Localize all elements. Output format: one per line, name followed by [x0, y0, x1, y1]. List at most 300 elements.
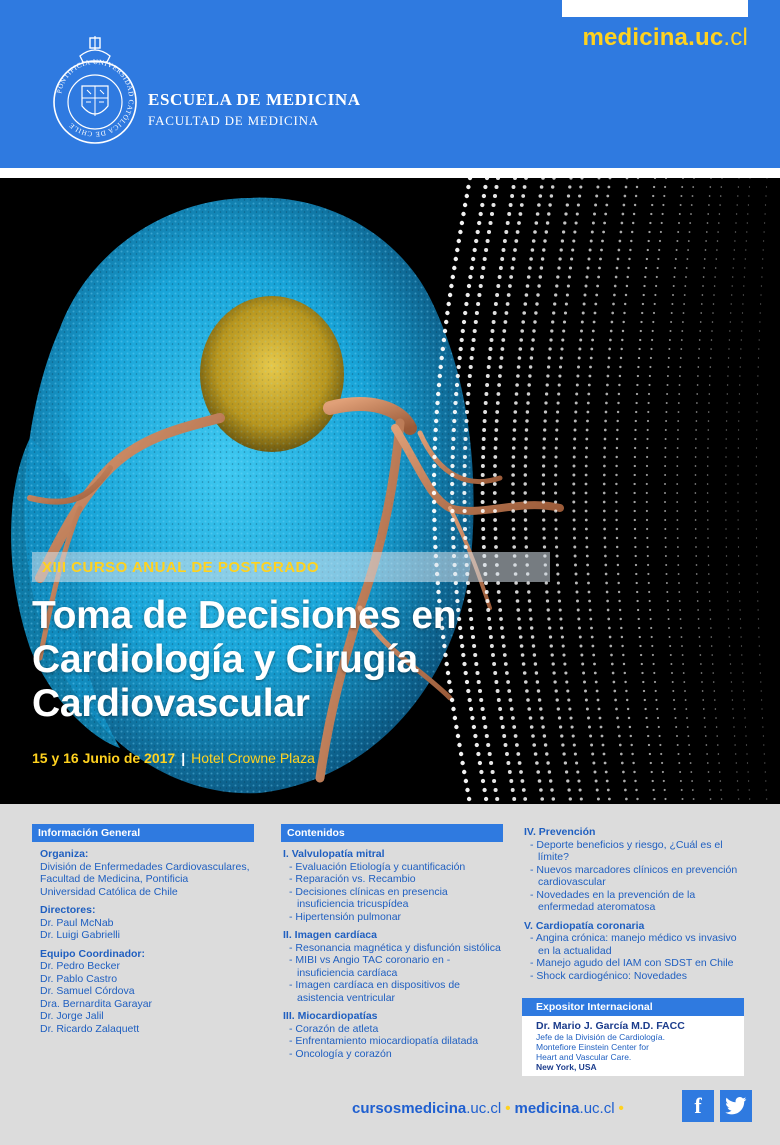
- decorative-dot: [646, 483, 648, 485]
- decorative-dot: [670, 654, 672, 656]
- decorative-dot: [512, 797, 516, 801]
- decorative-dot: [542, 518, 545, 521]
- decorative-dot: [652, 789, 654, 791]
- decorative-dot: [537, 284, 540, 287]
- decorative-dot: [462, 491, 466, 495]
- decorative-dot: [678, 762, 680, 764]
- decorative-dot: [633, 771, 635, 773]
- decorative-dot: [616, 438, 618, 440]
- decorative-dot: [649, 222, 651, 224]
- contents-column-2: IV. Prevención - Deporte beneficios y riesgo, ¿Cuál es el límite? - Nuevos marcadores clínicos en prevención cardiovascular - Novedades en la prevención de la enfermedad ateromatosa V. Cardiopatía coronaria - Angina crónica: manejo médico vs invasivo en la actualidad - Manejo agudo del IAM con SDST en Chile - Shock cardiogénico: Novedades: [524, 826, 746, 982]
- decorative-dot: [473, 734, 477, 738]
- decorative-dot: [608, 798, 611, 801]
- decorative-dot: [627, 708, 629, 710]
- decorative-dot: [757, 393, 758, 394]
- decorative-dot: [660, 231, 662, 233]
- decorative-dot: [636, 384, 638, 386]
- decorative-dot: [484, 392, 488, 396]
- decorative-dot: [733, 717, 734, 718]
- decorative-dot: [574, 752, 577, 755]
- school-name: [148, 90, 361, 129]
- decorative-dot: [710, 627, 712, 629]
- decorative-dot: [652, 780, 654, 782]
- decorative-dot: [628, 717, 630, 719]
- decorative-dot: [695, 537, 697, 539]
- decorative-dot: [738, 429, 739, 430]
- event-venue: Hotel Crowne Plaza: [191, 750, 315, 766]
- decorative-dot: [469, 365, 473, 369]
- decorative-dot: [557, 266, 560, 269]
- decorative-dot: [711, 654, 713, 656]
- decorative-dot: [437, 383, 441, 387]
- decorative-dot: [614, 285, 617, 288]
- decorative-dot: [756, 483, 757, 484]
- decorative-dot: [636, 393, 638, 395]
- decorative-dot: [496, 284, 500, 288]
- decorative-dot: [530, 347, 533, 350]
- decorative-dot: [499, 266, 503, 270]
- decorative-dot: [615, 456, 617, 458]
- decorative-dot: [668, 627, 670, 629]
- decorative-dot: [623, 312, 625, 314]
- decorative-dot: [568, 185, 571, 188]
- decorative-dot: [734, 744, 735, 745]
- decorative-dot: [623, 204, 626, 207]
- decorative-dot: [764, 762, 765, 763]
- decorative-dot: [756, 564, 757, 565]
- decorative-dot: [634, 780, 636, 782]
- decorative-dot: [453, 410, 457, 414]
- decorative-dot: [698, 627, 700, 629]
- decorative-dot: [738, 519, 739, 520]
- decorative-dot: [608, 348, 611, 351]
- decorative-dot: [572, 239, 575, 242]
- decorative-dot: [642, 303, 644, 305]
- decorative-dot: [587, 582, 590, 585]
- decorative-dot: [533, 320, 536, 323]
- decorative-dot: [605, 771, 608, 774]
- decorative-dot: [679, 609, 681, 611]
- decorative-dot: [457, 743, 461, 747]
- decorative-dot: [664, 456, 666, 458]
- decorative-dot: [718, 753, 720, 755]
- decorative-dot: [450, 518, 454, 522]
- decorative-dot: [747, 762, 748, 763]
- decorative-dot: [511, 500, 515, 504]
- decorative-dot: [650, 627, 652, 629]
- decorative-dot: [647, 429, 649, 431]
- decorative-dot: [616, 447, 618, 449]
- decorative-dot: [683, 672, 685, 674]
- decorative-dot: [648, 231, 650, 233]
- decorative-dot: [718, 222, 720, 224]
- decorative-dot: [627, 267, 629, 269]
- decorative-dot: [725, 456, 726, 457]
- decorative-dot: [665, 546, 667, 548]
- decorative-dot: [463, 455, 467, 459]
- decorative-dot: [735, 231, 736, 232]
- decorative-dot: [687, 735, 689, 737]
- decorative-dot: [648, 384, 650, 386]
- decorative-dot: [546, 374, 549, 377]
- twitter-icon[interactable]: [720, 1090, 752, 1122]
- decorative-dot: [574, 411, 577, 414]
- decorative-dot: [748, 780, 749, 781]
- decorative-dot: [676, 249, 678, 251]
- decorative-dot: [518, 761, 522, 765]
- decorative-dot: [677, 438, 679, 440]
- decorative-dot: [554, 293, 557, 296]
- decorative-dot: [623, 780, 626, 783]
- decorative-dot: [679, 771, 681, 773]
- decorative-dot: [725, 501, 726, 502]
- decorative-dot: [683, 681, 685, 683]
- decorative-dot: [647, 546, 649, 548]
- footer-links: cursosmedicina.uc.cl • medicina.uc.cl •: [352, 1100, 624, 1117]
- decorative-dot: [688, 240, 690, 242]
- decorative-dot: [646, 474, 648, 476]
- decorative-dot: [572, 483, 575, 486]
- decorative-dot: [731, 681, 732, 682]
- decorative-dot: [679, 366, 681, 368]
- decorative-dot: [581, 321, 584, 324]
- decorative-dot: [620, 753, 623, 756]
- decorative-dot: [585, 501, 588, 504]
- decorative-dot: [544, 410, 547, 413]
- decorative-dot: [652, 330, 654, 332]
- decorative-dot: [482, 788, 486, 792]
- decorative-dot: [758, 348, 759, 349]
- decorative-dot: [653, 186, 655, 188]
- decorative-dot: [455, 383, 459, 387]
- decorative-dot: [494, 428, 498, 432]
- decorative-dot: [729, 645, 730, 646]
- decorative-dot: [605, 573, 608, 576]
- decorative-dot: [514, 410, 518, 414]
- decorative-dot: [662, 204, 664, 206]
- decorative-dot: [477, 221, 481, 225]
- decorative-dot: [696, 564, 698, 566]
- decorative-dot: [661, 222, 663, 224]
- decorative-dot: [488, 221, 492, 225]
- decorative-dot: [564, 212, 567, 215]
- decorative-dot: [596, 285, 599, 288]
- header-site-link[interactable]: medicina.uc.cl: [582, 24, 748, 51]
- decorative-dot: [720, 195, 722, 197]
- decorative-dot: [495, 419, 499, 423]
- decorative-dot: [511, 266, 515, 270]
- decorative-dot: [741, 636, 742, 637]
- decorative-dot: [738, 465, 739, 466]
- link-cursosmedicina[interactable]: cursosmedicina.uc.cl: [352, 1100, 502, 1117]
- decorative-dot: [554, 518, 557, 521]
- link-medicina[interactable]: medicina.uc.cl: [514, 1100, 615, 1117]
- decorative-dot: [680, 780, 682, 782]
- decorative-dot: [696, 582, 698, 584]
- decorative-dot: [522, 788, 526, 792]
- decorative-dot: [458, 356, 462, 360]
- decorative-dot: [739, 600, 740, 601]
- decorative-dot: [524, 302, 528, 306]
- decorative-dot: [580, 178, 583, 180]
- decorative-dot: [555, 527, 558, 530]
- decorative-dot: [761, 708, 762, 709]
- decorative-dot: [664, 483, 666, 485]
- decorative-dot: [552, 178, 555, 180]
- decorative-dot: [648, 240, 650, 242]
- decorative-dot: [478, 761, 482, 765]
- decorative-dot: [756, 438, 757, 439]
- decorative-dot: [575, 393, 578, 396]
- decorative-dot: [576, 375, 579, 378]
- decorative-dot: [676, 240, 678, 242]
- decorative-dot: [432, 464, 436, 468]
- decorative-dot: [640, 321, 642, 323]
- decorative-dot: [672, 690, 674, 692]
- decorative-dot: [626, 276, 628, 278]
- decorative-dot: [614, 699, 617, 702]
- decorative-dot: [459, 752, 463, 756]
- decorative-dot: [684, 294, 686, 296]
- decorative-dot: [576, 384, 579, 387]
- decorative-dot: [706, 744, 708, 746]
- decorative-dot: [748, 204, 749, 205]
- decorative-dot: [678, 393, 680, 395]
- decorative-dot: [548, 203, 551, 206]
- decorative-dot: [587, 267, 590, 270]
- decorative-dot: [466, 392, 470, 396]
- decorative-dot: [479, 284, 483, 288]
- decorative-dot: [481, 491, 485, 495]
- decorative-dot: [524, 464, 527, 467]
- decorative-dot: [462, 770, 466, 774]
- decorative-dot: [725, 483, 726, 484]
- decorative-dot: [672, 681, 674, 683]
- decorative-dot: [765, 771, 766, 772]
- decorative-dot: [705, 240, 707, 242]
- decorative-dot: [703, 708, 705, 710]
- decorative-dot: [740, 348, 741, 349]
- decorative-dot: [597, 276, 600, 279]
- decorative-dot: [593, 663, 596, 666]
- decorative-dot: [453, 401, 457, 405]
- decorative-dot: [709, 186, 711, 188]
- decorative-dot: [760, 312, 761, 313]
- decorative-dot: [622, 330, 624, 332]
- decorative-dot: [622, 771, 625, 774]
- decorative-dot: [459, 347, 463, 351]
- decorative-dot: [612, 672, 615, 675]
- decorative-dot: [714, 276, 716, 278]
- decorative-dot: [636, 798, 638, 800]
- decorative-dot: [747, 222, 748, 223]
- decorative-dot: [517, 221, 521, 225]
- decorative-dot: [433, 437, 437, 441]
- decorative-dot: [695, 528, 697, 530]
- decorative-dot: [757, 591, 758, 592]
- decorative-dot: [619, 744, 622, 747]
- decorative-dot: [533, 230, 537, 234]
- decorative-dot: [556, 572, 559, 575]
- decorative-dot: [536, 212, 540, 216]
- decorative-dot: [542, 482, 545, 485]
- decorative-dot: [704, 258, 706, 260]
- decorative-dot: [725, 474, 726, 475]
- decorative-dot: [448, 293, 452, 297]
- decorative-dot: [705, 249, 707, 251]
- speaker-box: Expositor Internacional Dr. Mario J. García M.D. FACC Jefe de la División de Cardiología. Montefiore Einstein Center for Heart and Vascular Care. New York, USA: [522, 998, 744, 1076]
- decorative-dot: [676, 483, 678, 485]
- decorative-dot: [562, 230, 565, 233]
- decorative-dot: [709, 195, 711, 197]
- decorative-dot: [515, 392, 519, 396]
- decorative-dot: [568, 275, 571, 278]
- decorative-dot: [657, 258, 659, 260]
- decorative-dot: [675, 258, 677, 260]
- decorative-dot: [602, 231, 605, 234]
- decorative-dot: [691, 204, 693, 206]
- decorative-dot: [721, 186, 723, 188]
- decorative-dot: [731, 294, 732, 295]
- decorative-dot: [512, 446, 516, 450]
- decorative-dot: [458, 230, 462, 234]
- decorative-dot: [707, 528, 709, 530]
- decorative-dot: [635, 420, 637, 422]
- decorative-dot: [644, 699, 646, 701]
- decorative-dot: [486, 239, 490, 243]
- decorative-dot: [563, 320, 566, 323]
- decorative-dot: [493, 482, 497, 486]
- decorative-dot: [484, 248, 488, 252]
- decorative-dot: [708, 429, 710, 431]
- decorative-dot: [464, 428, 468, 432]
- decorative-dot: [690, 762, 692, 764]
- decorative-dot: [521, 320, 525, 324]
- decorative-dot: [703, 267, 705, 269]
- decorative-dot: [505, 752, 509, 756]
- decorative-dot: [572, 474, 575, 477]
- decorative-dot: [578, 348, 581, 351]
- decorative-dot: [739, 384, 740, 385]
- decorative-dot: [756, 555, 757, 556]
- decorative-dot: [636, 186, 638, 188]
- decorative-dot: [512, 455, 516, 459]
- decorative-dot: [554, 464, 557, 467]
- decorative-dot: [727, 609, 728, 610]
- decorative-dot: [511, 473, 515, 477]
- decorative-dot: [695, 465, 697, 467]
- decorative-dot: [697, 609, 699, 611]
- decorative-dot: [450, 491, 454, 495]
- decorative-dot: [650, 762, 652, 764]
- decorative-dot: [592, 222, 595, 225]
- decorative-dot: [700, 312, 702, 314]
- decorative-dot: [492, 320, 496, 324]
- decorative-dot: [637, 366, 639, 368]
- decorative-dot: [631, 231, 633, 233]
- decorative-dot: [499, 365, 503, 369]
- decorative-dot: [601, 240, 604, 243]
- decorative-dot: [616, 717, 619, 720]
- decorative-dot: [576, 212, 579, 215]
- decorative-dot: [532, 329, 535, 332]
- header: [0, 0, 780, 168]
- decorative-dot: [460, 221, 464, 225]
- decorative-dot: [617, 258, 620, 261]
- decorative-dot: [540, 185, 544, 189]
- decorative-dot: [521, 194, 525, 198]
- decorative-dot: [605, 582, 608, 585]
- decorative-dot: [482, 428, 486, 432]
- decorative-dot: [603, 528, 606, 531]
- decorative-dot: [542, 464, 545, 467]
- decorative-dot: [646, 726, 648, 728]
- decorative-dot: [605, 204, 608, 207]
- decorative-dot: [542, 248, 545, 251]
- decorative-dot: [514, 734, 518, 738]
- decorative-dot: [702, 690, 704, 692]
- decorative-dot: [554, 482, 557, 485]
- decorative-dot: [481, 509, 485, 513]
- decorative-dot: [636, 600, 638, 602]
- decorative-dot: [479, 212, 483, 216]
- decorative-dot: [466, 401, 470, 405]
- decorative-dot: [735, 753, 736, 754]
- decorative-dot: [699, 339, 701, 341]
- decorative-dot: [585, 447, 588, 450]
- decorative-dot: [633, 492, 635, 494]
- decorative-dot: [741, 330, 742, 331]
- decorative-dot: [731, 303, 732, 304]
- decorative-dot: [535, 761, 539, 765]
- decorative-dot: [620, 231, 623, 234]
- decorative-dot: [578, 194, 581, 197]
- decorative-dot: [554, 509, 557, 512]
- decorative-dot: [552, 797, 555, 800]
- decorative-dot: [443, 329, 447, 333]
- decorative-dot: [760, 303, 761, 304]
- decorative-dot: [738, 573, 739, 574]
- decorative-dot: [678, 411, 680, 413]
- decorative-dot: [626, 285, 628, 287]
- decorative-dot: [490, 338, 494, 342]
- decorative-dot: [573, 438, 576, 441]
- decorative-dot: [695, 519, 697, 521]
- decorative-dot: [666, 573, 668, 575]
- decorative-dot: [689, 231, 691, 233]
- decorative-dot: [676, 510, 678, 512]
- decorative-dot: [481, 779, 485, 783]
- decorative-dot: [432, 500, 436, 504]
- decorative-dot: [646, 528, 648, 530]
- facebook-icon[interactable]: f: [682, 1090, 714, 1122]
- decorative-dot: [495, 410, 499, 414]
- decorative-dot: [504, 320, 508, 324]
- decorative-dot: [756, 474, 757, 475]
- decorative-dot: [635, 789, 637, 791]
- decorative-dot: [680, 618, 682, 620]
- decorative-dot: [445, 311, 449, 315]
- decorative-dot: [676, 519, 678, 521]
- decorative-dot: [519, 770, 523, 774]
- decorative-dot: [625, 294, 627, 296]
- decorative-dot: [525, 428, 528, 431]
- decorative-dot: [573, 447, 576, 450]
- decorative-dot: [671, 303, 673, 305]
- decorative-dot: [634, 519, 636, 521]
- decorative-dot: [611, 663, 614, 666]
- decorative-dot: [554, 491, 557, 494]
